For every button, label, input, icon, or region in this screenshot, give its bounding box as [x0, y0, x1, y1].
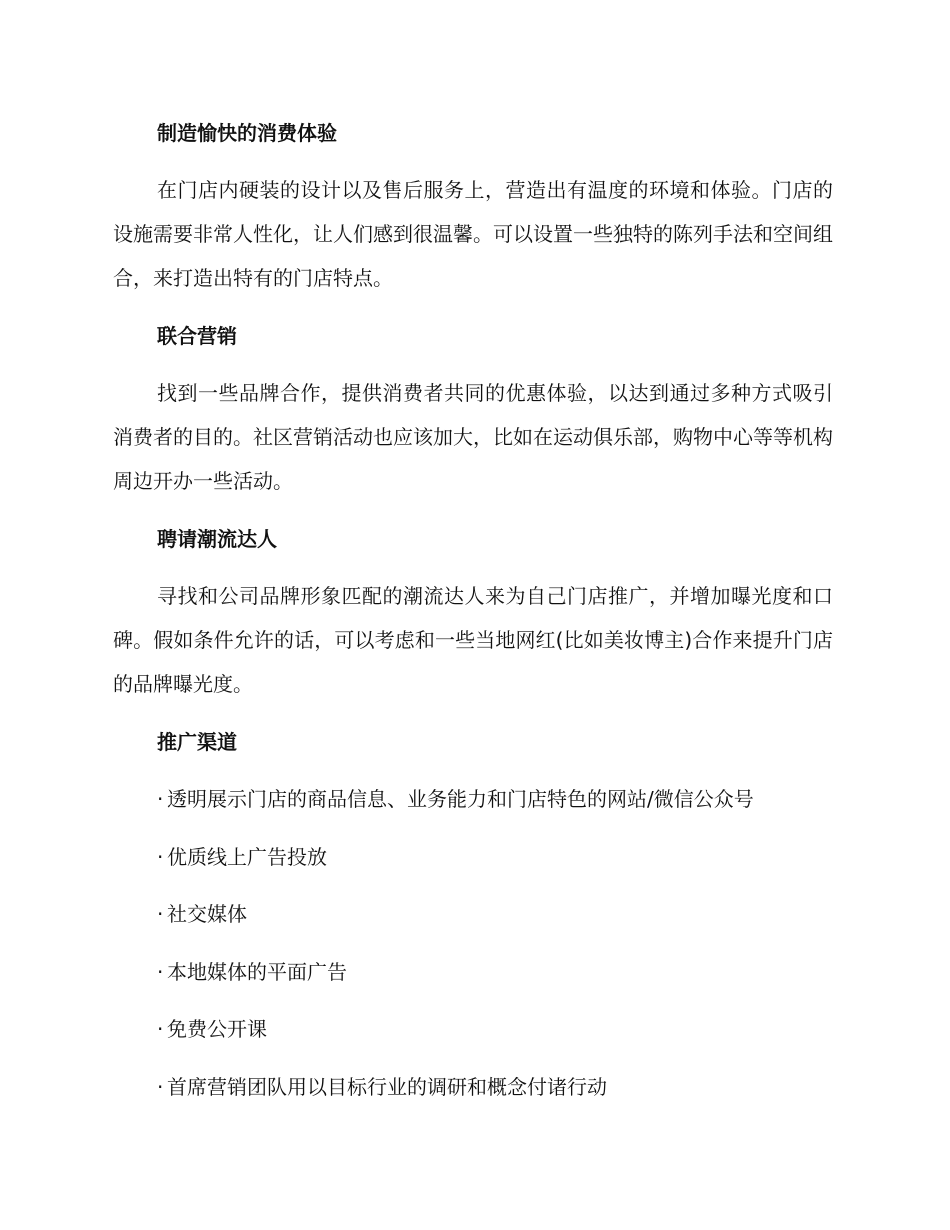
list-item-text: 免费公开课	[167, 1017, 267, 1041]
bullet-dot: ·	[157, 959, 164, 984]
section-heading: 推广渠道	[157, 730, 237, 754]
section-heading: 联合营销	[157, 324, 237, 348]
list-item-text: 透明展示门店的商品信息、业务能力和门店特色的网站/微信公众号	[167, 787, 754, 811]
section-channels	[113, 720, 833, 1109]
list-item	[157, 835, 833, 879]
list-item	[157, 950, 833, 994]
list-item	[157, 892, 833, 936]
section-heading: 聘请潮流达人	[157, 527, 277, 551]
list-item-text: 本地媒体的平面广告	[167, 959, 347, 984]
bullet-dot: ·	[157, 1017, 164, 1041]
bullet-dot: ·	[157, 787, 164, 811]
document-content	[113, 108, 833, 1122]
list-item-text: 社交媒体	[167, 902, 247, 926]
section-heading: 制造愉快的消费体验	[157, 121, 337, 145]
bullet-dot: ·	[157, 902, 164, 926]
list-item-text: 优质线上广告投放	[167, 844, 327, 869]
section-paragraph: 寻找和公司品牌形象匹配的潮流达人来为自己门店推广，并增加曝光度和口碑。假如条件允许的话，可以考虑和一些当地网红(比如美妆博主)合作来提升门店的品牌曝光度。	[113, 584, 833, 696]
list-item	[157, 777, 833, 821]
list-item-text: 首席营销团队用以目标行业的调研和概念付诸行动	[167, 1074, 607, 1099]
section-paragraph: 找到一些品牌合作，提供消费者共同的优惠体验，以达到通过多种方式吸引消费者的目的。社区营销活动也应该加大，比如在运动俱乐部，购物中心等等机构周边开办一些活动。	[113, 381, 833, 493]
bullet-dot: ·	[157, 1074, 164, 1099]
section-experience	[113, 111, 833, 300]
bullet-dot: ·	[157, 844, 164, 869]
section-influencers	[113, 517, 833, 706]
list-item	[157, 1007, 833, 1051]
channel-list	[113, 777, 833, 1109]
section-joint-marketing	[113, 314, 833, 503]
list-item	[157, 1065, 833, 1109]
section-paragraph: 在门店内硬装的设计以及售后服务上，营造出有温度的环境和体验。门店的设施需要非常人性化，让人们感到很温馨。可以设置一些独特的陈列手法和空间组合，来打造出特有的门店特点。	[113, 178, 833, 290]
